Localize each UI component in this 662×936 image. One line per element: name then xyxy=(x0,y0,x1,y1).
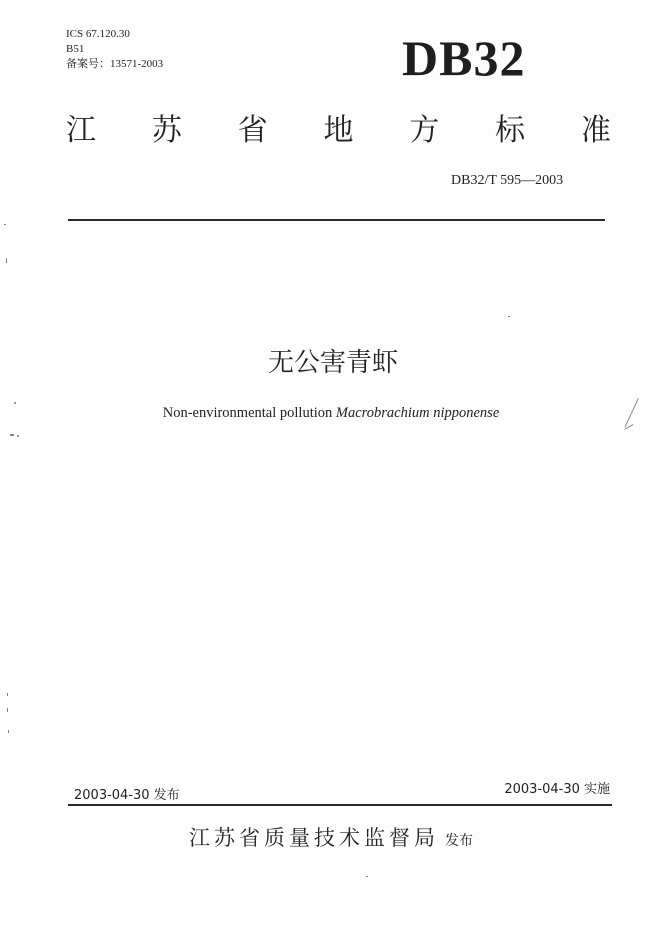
scan-speck xyxy=(7,693,8,696)
implementation-date: 2003-04-30 实施 xyxy=(504,782,610,797)
scan-speck xyxy=(17,435,19,437)
scan-speck xyxy=(4,224,6,225)
footer-divider xyxy=(68,804,612,806)
standard-number: DB32/T 595—2003 xyxy=(451,173,564,188)
ccs-code: B51 xyxy=(66,43,85,55)
publisher-organization: 江苏省质量技术监督局 xyxy=(189,826,439,850)
standard-type-char: 地 xyxy=(323,113,354,148)
scan-speck xyxy=(366,876,368,877)
document-title-chinese: 无公害青虾 xyxy=(267,348,398,378)
title-english-plain: Non-environmental pollution xyxy=(162,405,336,421)
document-title-english xyxy=(0,404,662,422)
scan-speck xyxy=(6,258,7,263)
classification-block xyxy=(66,27,163,72)
standard-type-char: 省 xyxy=(237,113,268,148)
standard-type-char: 标 xyxy=(495,113,526,148)
standard-type-char: 江 xyxy=(66,113,96,148)
standard-type-heading xyxy=(66,112,611,150)
ics-code: ICS 67.120.30 xyxy=(66,28,130,40)
publisher-line xyxy=(0,823,662,856)
header-divider xyxy=(68,219,605,221)
scan-speck xyxy=(14,402,16,404)
standard-type-char: 准 xyxy=(580,113,611,148)
record-number: 备案号：13571-2003 xyxy=(66,58,164,70)
publisher-action: 发布 xyxy=(445,833,473,849)
standard-type-char: 方 xyxy=(409,113,440,148)
title-english-species: Macrobrachium nipponense xyxy=(335,405,500,421)
scan-speck xyxy=(8,730,9,733)
standard-code-logo: DB32 xyxy=(402,30,526,86)
scan-speck xyxy=(7,708,8,712)
standard-type-char: 苏 xyxy=(151,113,182,148)
scan-speck xyxy=(508,316,510,317)
scan-speck xyxy=(10,434,14,436)
issue-date: 2003-04-30 发布 xyxy=(74,788,180,803)
